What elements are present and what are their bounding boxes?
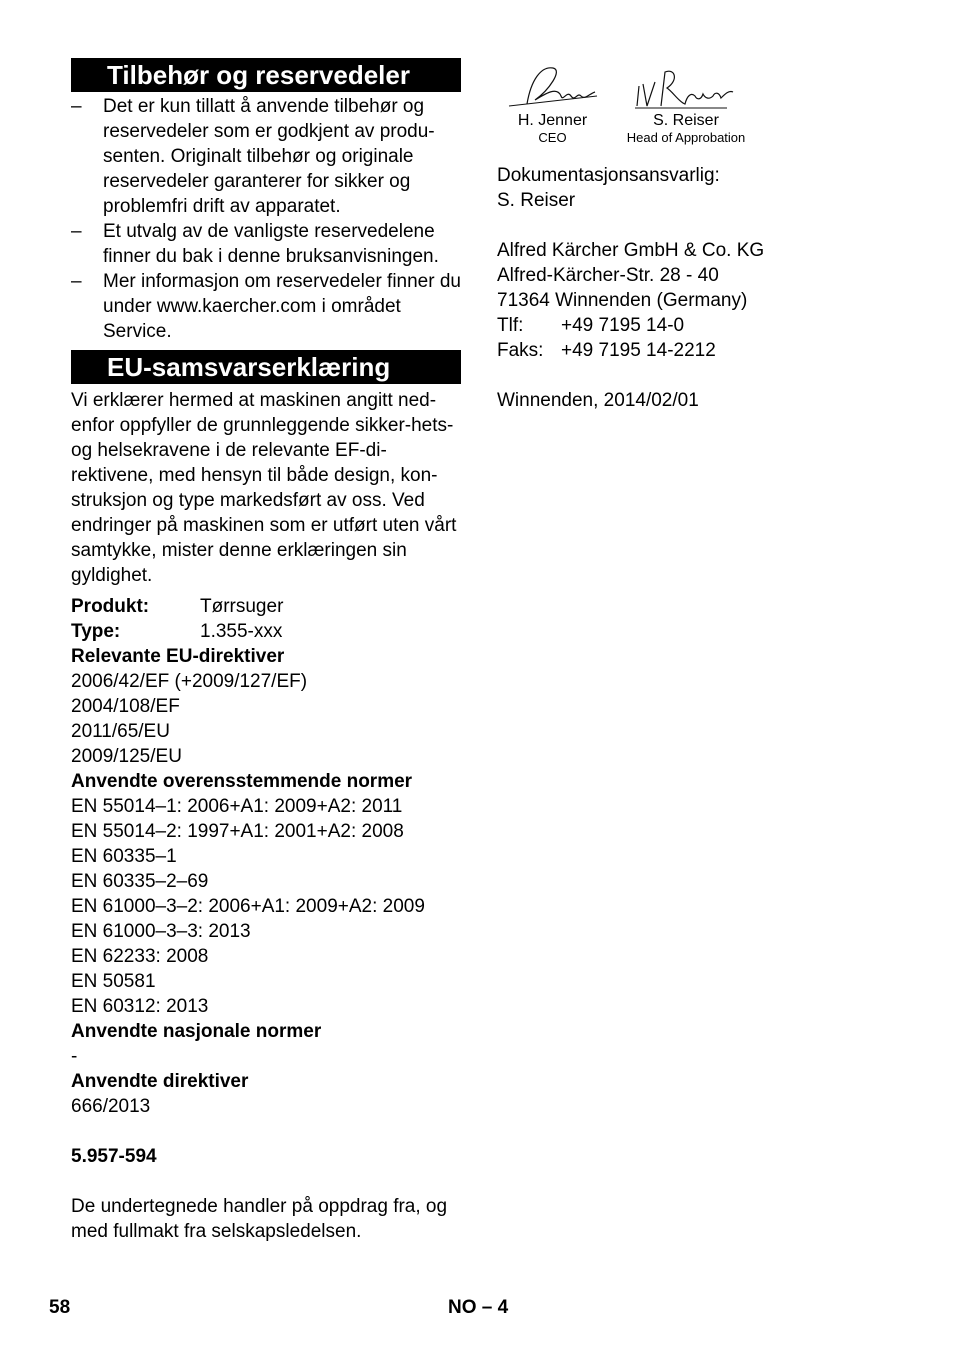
bullet-dash: – [71, 96, 82, 117]
right-column [497, 60, 897, 413]
national-norms-heading: Anvendte nasjonale normer [71, 1021, 322, 1042]
list-item [71, 94, 461, 219]
bullet-dash: – [71, 271, 82, 292]
applied-directives-value: 666/2013 [71, 1096, 151, 1117]
fax-label: Faks: [497, 340, 544, 361]
type-value: 1.355-xxx [200, 621, 283, 642]
fax-row [497, 338, 897, 363]
left-column [71, 58, 461, 1244]
norm-item: EN 61000–3–2: 2006+A1: 2009+A2: 2009 [71, 896, 425, 917]
norms-heading: Anvendte overensstemmende normer [71, 771, 413, 792]
directive-item: 2011/65/EU [71, 721, 170, 742]
company-street: Alfred-Kärcher-Str. 28 - 40 [497, 265, 719, 286]
handwritten-signature-jenner [505, 60, 600, 112]
bullet-dash: – [71, 221, 82, 242]
signature-jenner [505, 60, 600, 146]
accessories-heading: Tilbehør og reservedeler [71, 58, 461, 92]
phone-value: +49 7195 14-0 [561, 315, 685, 336]
list-item [71, 219, 461, 269]
declaration-heading: EU-samsvarserklæring [71, 350, 461, 384]
list-item-text: Et utvalg av de vanligste reservedelene finner du bak i denne bruksanvisningen. [103, 221, 439, 267]
type-label: Type: [71, 621, 121, 642]
norm-item: EN 60335–1 [71, 846, 177, 867]
phone-row [497, 313, 897, 338]
directive-item: 2006/42/EF (+2009/127/EF) [71, 671, 308, 692]
section-label: NO – 4 [448, 1297, 509, 1318]
norm-item: EN 60335–2–69 [71, 871, 209, 892]
documentation-responsible-label: Dokumentasjonsansvarlig: [497, 165, 720, 186]
directive-item: 2004/108/EF [71, 696, 180, 717]
norm-item: EN 55014–2: 1997+A1: 2001+A2: 2008 [71, 821, 404, 842]
directive-item: 2009/125/EU [71, 746, 182, 767]
norm-item: EN 55014–1: 2006+A1: 2009+A2: 2011 [71, 796, 403, 817]
list-item [71, 269, 461, 344]
norm-item: EN 61000–3–3: 2013 [71, 921, 251, 942]
norm-item: EN 50581 [71, 971, 156, 992]
signature-reiser [621, 60, 751, 146]
list-item-text: Det er kun tillatt å anvende tilbehør og reservedeler som er godkjent av produ-senten. Originalt tilbehør og originale reservedeler garanterer for sikker og problemfri drift av apparatet. [103, 96, 435, 217]
fax-value: +49 7195 14-2212 [561, 340, 716, 361]
company-city: 71364 Winnenden (Germany) [497, 290, 748, 311]
type-row [71, 619, 461, 644]
signer-role: CEO [538, 130, 567, 145]
directives-heading: Relevante EU-direktiver [71, 646, 285, 667]
list-item-text: Mer informasjon om reservedeler finner du under www.kaercher.com i området Service. [103, 271, 461, 342]
product-value: Tørrsuger [200, 596, 284, 617]
document-number: 5.957-594 [71, 1146, 157, 1167]
documentation-responsible-name: S. Reiser [497, 190, 576, 211]
signer-name: H. Jenner [517, 112, 588, 129]
accessories-list [71, 94, 461, 344]
norm-item: EN 60312: 2013 [71, 996, 209, 1017]
norm-item: EN 62233: 2008 [71, 946, 209, 967]
product-label: Produkt: [71, 596, 150, 617]
declaration-intro: Vi erklærer hermed at maskinen angitt ned-enfor oppfyller de grunnleggende sikker-hets- og helsekravene i de relevante EF-di-rektivene, med hensyn til både design, kon-struksjon og type markedsført av oss. Ved endringer på maskinen som er utført uten vårt samtykke, mister denne erklæringen sin gyldighet. [71, 390, 457, 586]
signature-block [497, 60, 897, 160]
place-date: Winnenden, 2014/02/01 [497, 390, 699, 411]
handwritten-signature-reiser [621, 60, 751, 112]
signer-role: Head of Approbation [626, 130, 746, 145]
product-row [71, 594, 461, 619]
page-number: 58 [49, 1297, 71, 1318]
applied-directives-heading: Anvendte direktiver [71, 1071, 249, 1092]
signer-name: S. Reiser [653, 112, 719, 129]
phone-label: Tlf: [497, 315, 524, 336]
national-norms-value: - [71, 1046, 78, 1067]
company-name: Alfred Kärcher GmbH & Co. KG [497, 240, 765, 261]
signing-note: De undertegnede handler på oppdrag fra, og med fullmakt fra selskapsledelsen. [71, 1196, 448, 1242]
